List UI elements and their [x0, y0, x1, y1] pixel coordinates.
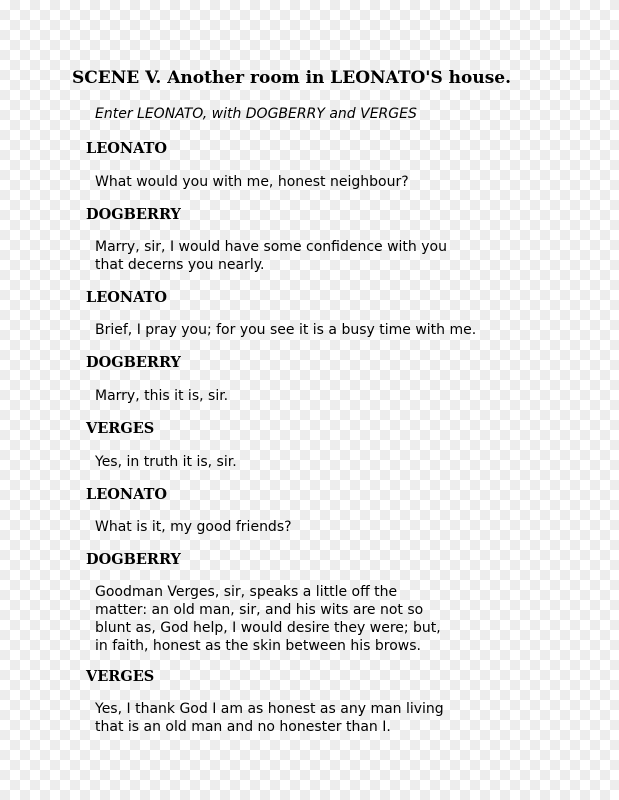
speaker-name: VERGES — [86, 668, 155, 685]
speaker-name: LEONATO — [86, 140, 168, 157]
speech-text: Yes, in truth it is, sir. — [95, 454, 237, 470]
speaker-name: LEONATO — [86, 486, 168, 503]
speech-text: Yes, I thank God I am as honest as any man living that is an old man and no honester than I. — [95, 701, 444, 735]
speech-text: Marry, sir, I would have some confidence with you that decerns you nearly. — [95, 239, 447, 273]
speaker-name: DOGBERRY — [86, 354, 181, 371]
speech-text: Marry, this it is, sir. — [95, 388, 229, 404]
speaker-name: DOGBERRY — [86, 551, 181, 568]
speaker-name: DOGBERRY — [86, 206, 181, 223]
speech-text: What would you with me, honest neighbour? — [95, 174, 409, 190]
speech-text: Brief, I pray you; for you see it is a busy time with me. — [95, 322, 477, 338]
speaker-name: VERGES — [86, 420, 155, 437]
speaker-name: LEONATO — [86, 289, 168, 306]
speech-text: Goodman Verges, sir, speaks a little off the matter: an old man, sir, and his wits are not so blunt as, God help, I would desire they were; but, in faith, honest as the skin between his brows. — [95, 584, 441, 654]
stage-direction: Enter LEONATO, with DOGBERRY and VERGES — [95, 106, 417, 122]
speech-text: What is it, my good friends? — [95, 519, 292, 535]
scene-title: SCENE V. Another room in LEONATO'S house. — [72, 68, 512, 88]
